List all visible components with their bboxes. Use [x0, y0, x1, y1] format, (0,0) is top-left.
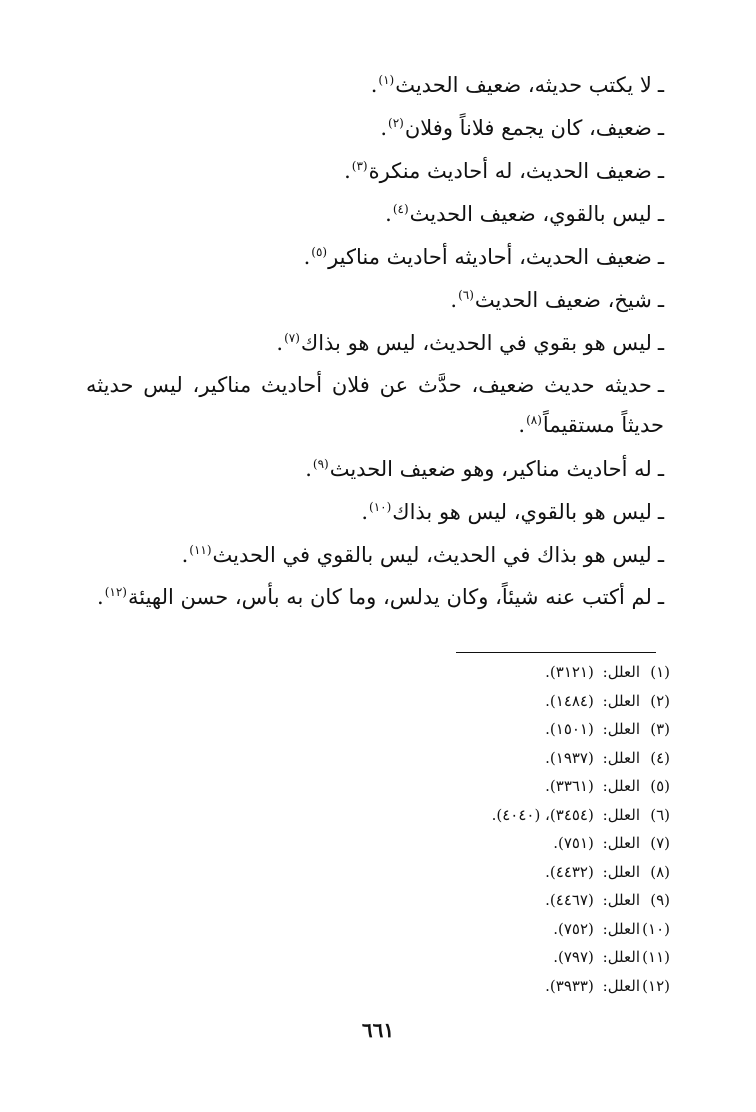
footnote-ref-value: (١٤٨٤). [545, 691, 594, 710]
footnote-ref-value: (٣٩٣٣). [545, 976, 594, 995]
footnote-ref: (٧) [284, 331, 300, 345]
entry-text: لا يكتب حديثه، ضعيف الحديث [395, 73, 652, 97]
footnote-source: العلل: [602, 948, 640, 966]
entry-text: لم أكتب عنه شيئاً، وكان يدلس، وما كان به بأس، حسن الهيئة [127, 585, 652, 609]
footnote-ref: (٥) [311, 245, 328, 259]
entry-end: . [305, 457, 312, 481]
footnote-source: العلل: [602, 777, 640, 795]
footnote-number: (٧) [650, 834, 670, 852]
footnote-1 [170, 658, 670, 687]
entry-dash: ـ [657, 331, 664, 355]
footnote-ref-value: (٤٤٣٢). [545, 862, 594, 881]
footnote-ref: (٤) [392, 202, 409, 216]
entry-text: ضعيف الحديث، له أحاديث منكرة [368, 159, 652, 183]
entry-dash: ـ [657, 585, 664, 609]
footnote-source: العلل: [602, 805, 640, 824]
footnote-source: العلل: [602, 919, 640, 938]
footnotes [170, 658, 670, 1000]
entry-dash: ـ [657, 202, 664, 226]
entry-end: . [370, 73, 378, 97]
footnote-number: (١٢) [642, 976, 670, 995]
footnote-12 [170, 972, 670, 1001]
footnote-number: (٥) [650, 777, 670, 795]
entry-dash: ـ [657, 116, 664, 140]
footnote-4 [170, 744, 670, 773]
footnote-9 [170, 886, 670, 915]
footnote-number: (١) [650, 663, 670, 681]
footnote-7 [170, 829, 670, 858]
footnote-2 [170, 687, 670, 716]
footnote-ref-value: (٧٩٧). [553, 948, 594, 966]
footnote-source: العلل: [602, 720, 640, 738]
footnote-ref: (١) [378, 73, 395, 87]
entry-text: ضعيف، كان يجمع فلاناً وفلان [404, 116, 652, 140]
footnote-number: (٢) [650, 691, 670, 710]
footnote-5 [170, 772, 670, 801]
entry-dash: ـ [657, 543, 664, 567]
entry-dash: ـ [657, 73, 664, 97]
footnote-number: (٣) [650, 720, 670, 738]
entry-4 [86, 193, 664, 236]
footnote-ref-value: (٣١٢١). [545, 663, 594, 681]
entry-text: ليس هو بقوي في الحديث، ليس هو بذاك [300, 331, 652, 355]
footnote-10 [170, 915, 670, 944]
entry-end: . [97, 585, 104, 609]
footnote-3 [170, 715, 670, 744]
entry-text: ضعيف الحديث، أحاديثه أحاديث مناكير [328, 245, 652, 269]
entry-text: ليس هو بذاك في الحديث، ليس بالقوي في الحديث [212, 543, 652, 567]
entry-dash: ـ [657, 457, 664, 481]
entry-5 [86, 236, 664, 279]
footnote-source: العلل: [602, 691, 640, 710]
entry-text-wrap [86, 577, 664, 617]
footnote-ref: (٨) [526, 413, 542, 427]
entry-text: حديثه حديث ضعيف، حدَّث عن فلان أحاديث مناكير، ليس حديثه حديثاً مستقيماً [86, 373, 664, 437]
footnote-ref-value: (١٩٣٧). [545, 748, 594, 767]
footnote-separator [456, 652, 656, 653]
entry-dash: ـ [657, 373, 664, 397]
entry-end: . [344, 159, 351, 183]
entry-end: . [303, 245, 311, 269]
footnote-ref-value: (١٥٠١). [545, 720, 594, 738]
footnote-source: العلل: [602, 862, 640, 881]
footnote-source: العلل: [602, 663, 640, 681]
entry-dash: ـ [657, 288, 664, 312]
entry-dash: ـ [657, 159, 664, 183]
footnote-ref-value: (٧٥٢). [553, 919, 594, 938]
footnote-number: (٤) [650, 748, 670, 767]
footnote-ref-value: (٧٥١). [553, 834, 594, 852]
footnote-ref: (٩) [312, 457, 329, 471]
entry-end: . [361, 500, 368, 524]
footnote-ref: (١١) [189, 543, 212, 557]
entry-6 [86, 279, 664, 322]
footnote-8 [170, 858, 670, 887]
entry-9 [86, 448, 664, 491]
entry-8 [86, 365, 664, 445]
entry-dash: ـ [657, 500, 664, 524]
entry-text: له أحاديث مناكير، وهو ضعيف الحديث [329, 457, 652, 481]
entry-10 [86, 491, 664, 534]
footnote-ref-value: (٣٣٦١). [545, 777, 594, 795]
entry-dash: ـ [657, 245, 664, 269]
footnote-source: العلل: [602, 834, 640, 852]
entry-12 [86, 577, 664, 617]
footnote-number: (١٠) [642, 919, 670, 938]
entry-end: . [181, 543, 189, 567]
footnote-source: العلل: [602, 976, 640, 995]
entry-end: . [276, 331, 284, 355]
entry-7 [86, 322, 664, 365]
footnote-number: (٩) [650, 891, 670, 909]
footnote-number: (٨) [650, 862, 670, 881]
entry-text: شيخ، ضعيف الحديث [474, 288, 652, 312]
entry-end: . [518, 413, 526, 437]
footnote-ref: (٢) [388, 116, 404, 130]
footnote-ref: (٦) [458, 288, 474, 302]
footnote-ref: (١٢) [104, 585, 127, 599]
footnote-ref: (٣) [351, 159, 368, 173]
entry-end: . [450, 288, 458, 312]
entry-end: . [380, 116, 388, 140]
entry-11 [86, 534, 664, 577]
entry-end: . [385, 202, 392, 226]
main-text [86, 64, 664, 620]
entry-3 [86, 150, 664, 193]
footnote-number: (١١) [642, 948, 670, 966]
footnote-ref-value: (٤٤٦٧). [545, 891, 594, 909]
entry-text: ليس هو بالقوي، ليس هو بذاك [392, 500, 652, 524]
footnote-ref-value: (٣٤٥٤)، (٤٠٤٠). [491, 805, 594, 824]
footnote-number: (٦) [650, 805, 670, 824]
entry-text: ليس بالقوي، ضعيف الحديث [409, 202, 652, 226]
footnote-11 [170, 943, 670, 972]
entry-text-wrap [86, 365, 664, 445]
entry-2 [86, 107, 664, 150]
footnote-6 [170, 801, 670, 830]
footnote-source: العلل: [602, 891, 640, 909]
footnote-source: العلل: [602, 748, 640, 767]
entry-1 [86, 64, 664, 107]
page-number: ٦٦١ [361, 1018, 395, 1042]
footnote-ref: (١٠) [369, 500, 392, 514]
